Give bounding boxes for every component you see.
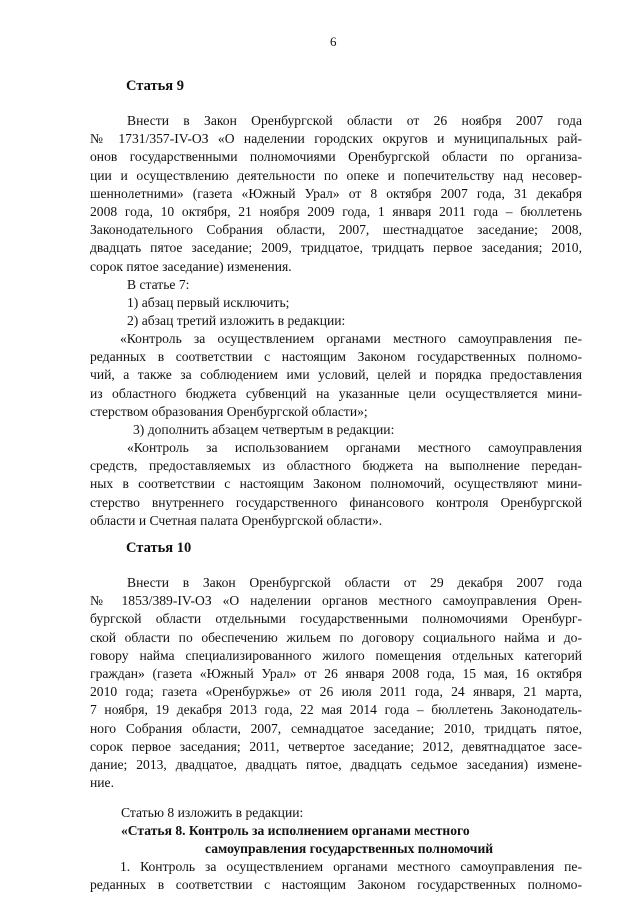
new-article-8-paragraph-1: [90, 858, 582, 894]
text-line: области и Счетная палата Оренбургской области».: [90, 512, 383, 528]
text-line: № 1731/357-IV-ОЗ «О наделении городских округов и муниципальных рай-: [90, 131, 582, 147]
text-line: «Контроль за осуществлением органами местного самоуправления пе-: [120, 331, 582, 346]
text-line: 2008 года, 10 октября, 21 ноября 2009 года, 1 января 2011 года – бюллетень: [90, 204, 582, 220]
article-9-item-2: 2) абзац третий изложить в редакции:: [127, 313, 346, 328]
text-line: из областного бюджета субвенций на указанные цели осуществляется мини-: [90, 385, 582, 401]
text-line: шеннолетними» (газета «Южный Урал» от 8 октября 2007 года, 31 декабря: [90, 185, 582, 201]
text-line: 1. Контроль за осуществлением органами местного самоуправления пе-: [120, 859, 582, 874]
text-line: «Контроль за использованием органами местного самоуправления: [127, 440, 582, 455]
text-line: Внести в Закон Оренбургской области от 26 ноября 2007 года: [127, 113, 582, 128]
article-10-intro: [90, 574, 582, 792]
text-line: ных в соответствии с настоящим Законом полномочий, осуществляют мини-: [90, 476, 582, 492]
text-line: реданных в соответствии с настоящим Законом государственных полномо-: [90, 349, 582, 365]
text-line: ного Собрания области, 2007, семнадцатое заседание; 2010, тридцать пятое,: [90, 720, 582, 736]
text-line: онов государственными полномочиями Оренбургской области по организа-: [90, 149, 582, 165]
text-line: чий, а также за соблюдением ими условий, целей и порядка предоставления: [90, 367, 582, 383]
text-line: № 1853/389-IV-ОЗ «О наделении органов местного самоуправления Орен-: [90, 593, 582, 609]
text-line: бургской области отдельными государственными полномочиями Оренбург-: [90, 611, 582, 627]
text-line: двадцать пятое заседание; 2009, тридцатое, тридцать первое заседания; 2010,: [90, 240, 582, 256]
article-10-heading: Статья 10: [126, 540, 192, 556]
new-article-8-title-line-1: «Статья 8. Контроль за исполнением органами местного: [121, 823, 470, 838]
article-9-item-1: 1) абзац первый исключить;: [127, 295, 290, 310]
text-line: ции и осуществлению деятельности по опеке и попечительству над несовер-: [90, 167, 582, 183]
article-9-quote-2: [90, 439, 582, 530]
text-line: Законодательного Собрания области, 2007, шестнадцатое заседание; 2008,: [90, 222, 582, 238]
article-9-heading: Статья 9: [126, 78, 184, 94]
text-line: дание; 2013, двадцатое, двадцать пятое, двадцать седьмое заседания) измене-: [90, 757, 582, 773]
article-10-statement: Статью 8 изложить в редакции:: [121, 805, 304, 820]
article-9-intro: [90, 112, 582, 276]
text-line: 2010 года; газета «Оренбуржье» от 26 июля 2011 года, 24 января, 21 марта,: [90, 684, 582, 700]
text-line: граждан» (газета «Южный Урал» от 26 января 2008 года, 15 мая, 16 октября: [90, 666, 582, 682]
new-article-8-title-line-2: самоуправления государственных полномочий: [205, 841, 494, 856]
article-9-in-article: В статье 7:: [127, 277, 190, 292]
text-line: сорок пятое заседание) изменения.: [90, 258, 292, 274]
text-line: Внести в Закон Оренбургской области от 29 декабря 2007 года: [127, 575, 582, 590]
text-line: ние.: [90, 775, 114, 791]
text-line: стерство внутреннего государственного финансового контроля Оренбургской: [90, 494, 582, 510]
text-line: стерством образования Оренбургской области»;: [90, 403, 368, 419]
text-line: 7 ноября, 19 декабря 2013 года, 22 мая 2014 года – бюллетень Законодатель-: [90, 702, 582, 718]
page-number: 6: [330, 34, 337, 49]
text-line: реданных в соответствии с настоящим Законом государственных полномо-: [90, 877, 582, 893]
text-line: говору найма специализированного жилого помещения отдельных категорий: [90, 647, 582, 663]
text-line: ской области по обеспечению жильем по договору социального найма и до-: [90, 629, 582, 645]
article-9-quote-1: [90, 330, 582, 421]
article-9-item-3: 3) дополнить абзацем четвертым в редакции:: [133, 422, 395, 437]
text-line: сорок первое заседания; 2011, четвертое заседание; 2012, девятнадцатое засе-: [90, 738, 582, 754]
text-line: средств, предоставляемых из областного бюджета на выполнение передан-: [90, 458, 582, 474]
